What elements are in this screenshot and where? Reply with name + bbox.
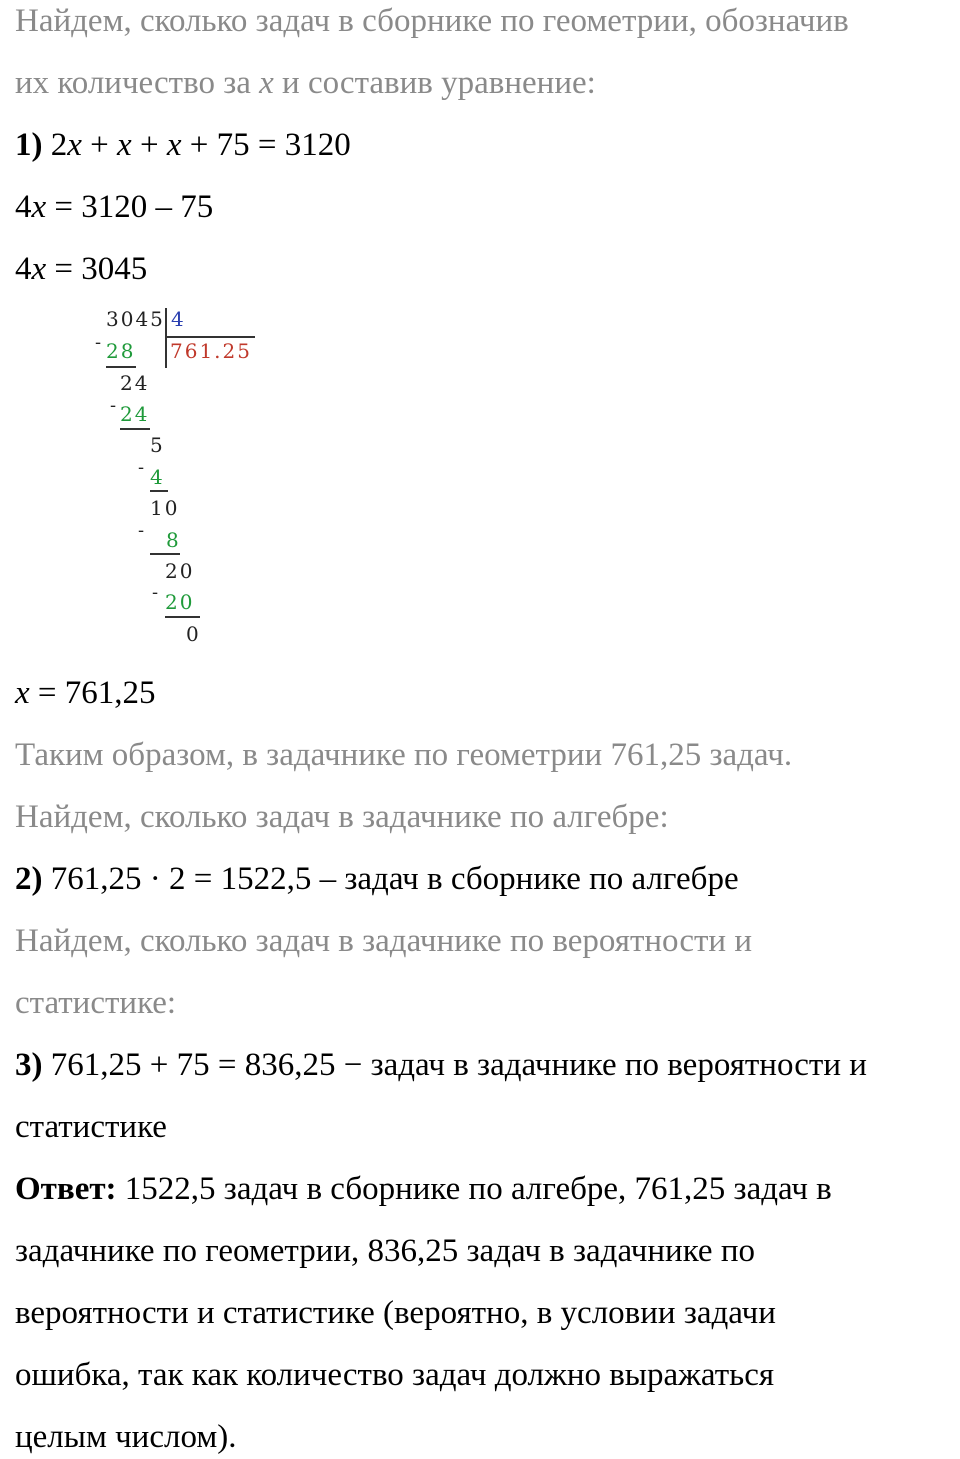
variable-x: x — [31, 189, 47, 225]
text: + — [131, 127, 167, 163]
step-rule — [120, 428, 150, 430]
variable-x: x — [31, 251, 47, 287]
answer-line-5: целым числом). — [15, 1419, 237, 1455]
text: их количество за — [15, 65, 260, 101]
answer-line-4: ошибка, так как количество задач должно выражаться — [15, 1357, 775, 1393]
answer-line-2: задачнике по геометрии, 836,25 задач в задачнике по — [15, 1233, 755, 1269]
step-number: 3) — [15, 1047, 43, 1083]
text: и составив уравнение: — [273, 65, 596, 101]
equation-line-4x-2 — [15, 249, 147, 289]
text: 4 — [15, 189, 32, 225]
subtrahend-step: 8 — [166, 528, 181, 552]
answer-line-1 — [15, 1169, 832, 1209]
variable-x: x — [67, 127, 82, 163]
text: = 761,25 — [29, 675, 156, 711]
remainder-step: 24 — [120, 371, 150, 395]
remainder-final: 0 — [186, 622, 201, 646]
equation-step-1 — [15, 125, 351, 165]
text: + — [81, 127, 118, 163]
text: 1522,5 задач в сборнике по алгебре, 761,25 задач в — [116, 1171, 832, 1207]
text: 761,25 + 75 = 836,25 − задач в задачнике по вероятности и — [42, 1047, 867, 1083]
equation-step-3-cont: статистике — [15, 1109, 167, 1145]
answer-line-3: вероятности и статистике (вероятно, в условии задачи — [15, 1295, 776, 1331]
intro-line-2 — [15, 63, 596, 103]
variable-x: x — [259, 65, 274, 101]
step-number: 2) — [15, 861, 43, 897]
subtrahend-step: 20 — [165, 590, 195, 614]
step-number: 1) — [15, 127, 43, 163]
intro-algebra: Найдем, сколько задач в задачнике по алгебре: — [15, 799, 669, 835]
remainder-step: 5 — [150, 433, 165, 457]
conclusion-geometry: Таким образом, в задачнике по геометрии 761,25 задач. — [15, 737, 793, 773]
step-rule — [165, 616, 200, 618]
text: 4 — [15, 251, 32, 287]
step-rule — [106, 366, 136, 368]
text: = 3120 – 75 — [46, 189, 214, 225]
answer-label: Ответ: — [15, 1171, 117, 1207]
remainder-step: 10 — [150, 496, 180, 520]
dividend: 3045 — [106, 307, 165, 331]
solution-x — [15, 673, 156, 713]
text: 761,25 · 2 = 1522,5 – задач в сборнике по алгебре — [42, 861, 739, 897]
equation-step-3 — [15, 1045, 867, 1085]
quotient: 761.25 — [170, 339, 252, 363]
division-bracket-vertical — [165, 308, 167, 368]
step-rule — [150, 553, 180, 555]
long-division — [90, 302, 270, 652]
variable-x: x — [15, 675, 30, 711]
minus-sign: - — [95, 332, 102, 353]
intro-line-1: Найдем, сколько задач в сборнике по геометрии, обозначив — [15, 3, 849, 39]
text: + 75 = 3120 — [181, 127, 351, 163]
subtrahend-step: 4 — [150, 465, 165, 489]
step-rule — [150, 490, 168, 492]
subtrahend-step: 28 — [106, 339, 136, 363]
minus-sign: - — [138, 457, 145, 478]
intro-probability-2: статистике: — [15, 985, 177, 1021]
subtrahend-step: 24 — [120, 402, 150, 426]
variable-x: x — [166, 127, 182, 163]
variable-x: x — [117, 127, 132, 163]
remainder-step: 20 — [165, 559, 195, 583]
division-bracket-horizontal — [167, 336, 255, 338]
text: 2 — [42, 127, 68, 163]
intro-probability-1: Найдем, сколько задач в задачнике по вероятности и — [15, 923, 752, 959]
minus-sign: - — [152, 582, 159, 603]
minus-sign: - — [110, 395, 117, 416]
equation-line-4x-1 — [15, 187, 213, 227]
equation-step-2 — [15, 859, 739, 899]
text: = 3045 — [46, 251, 148, 287]
divisor: 4 — [171, 307, 186, 331]
minus-sign: - — [138, 520, 145, 541]
